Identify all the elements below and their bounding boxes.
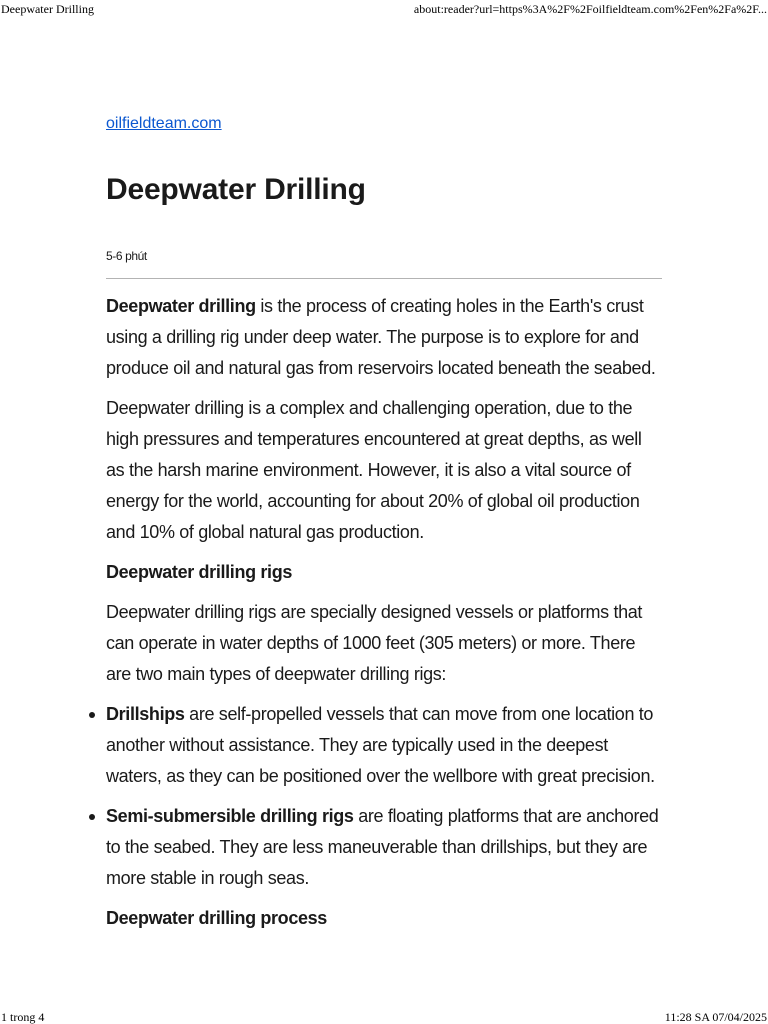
paragraph-2: Deepwater drilling is a complex and challenging operation, due to the high pressures and temperatures encountered at great depths, as well as the harsh marine environment. However, it is also a vital source of energy for the world, accounting for about 20% of global oil production and 10% of global natural gas production. (106, 398, 642, 542)
bullet-icon (89, 814, 95, 820)
section-heading-rigs: Deepwater drilling rigs (106, 562, 292, 582)
intro-text: is the process of creating holes in the Earth's crust using a drilling rig under deep water. The purpose is to explore for and produce oil and natural gas from reservoirs located beneath the seabed. (106, 296, 656, 378)
reader-article (106, 114, 662, 943)
list-item (106, 699, 662, 792)
list-item (106, 801, 662, 894)
reading-time: 5-6 phút (106, 249, 147, 263)
print-header (0, 2, 768, 17)
rigs-paragraph: Deepwater drilling rigs are specially designed vessels or platforms that can operate in water depths of 1000 feet (305 meters) or more. There are two main types of deepwater drilling rigs: (106, 602, 643, 684)
bullet-icon (89, 712, 95, 718)
article-title: Deepwater Drilling (106, 173, 366, 206)
rig-types-list (106, 699, 662, 894)
intro-bold-term: Deepwater drilling (106, 296, 256, 316)
print-footer (0, 1010, 768, 1024)
list-item-text: are self-propelled vessels that can move from one location to another without assistance. They are typically used in the deepest waters, as they can be positioned over the wellbore with great precision. (106, 704, 655, 786)
list-item-text: are floating platforms that are anchored to the seabed. They are less maneuverable than drillships, but they are more stable in rough seas. (106, 806, 659, 888)
list-item-term: Drillships (106, 704, 185, 724)
print-header-title: Deepwater Drilling (1, 2, 94, 16)
list-item-term: Semi-submersible drilling rigs (106, 806, 354, 826)
print-header-url: about:reader?url=https%3A%2F%2Foilfieldteam.com%2Fen%2Fa%2F... (413, 2, 767, 16)
source-domain-link[interactable]: oilfieldteam.com (106, 115, 222, 132)
article-content (106, 291, 662, 934)
intro-paragraph (106, 291, 662, 384)
header-divider (106, 278, 662, 279)
page-counter: 1 trong 4 (1, 1010, 45, 1024)
section-heading-process: Deepwater drilling process (106, 908, 327, 928)
print-datetime: 11:28 SA 07/04/2025 (664, 1010, 767, 1024)
